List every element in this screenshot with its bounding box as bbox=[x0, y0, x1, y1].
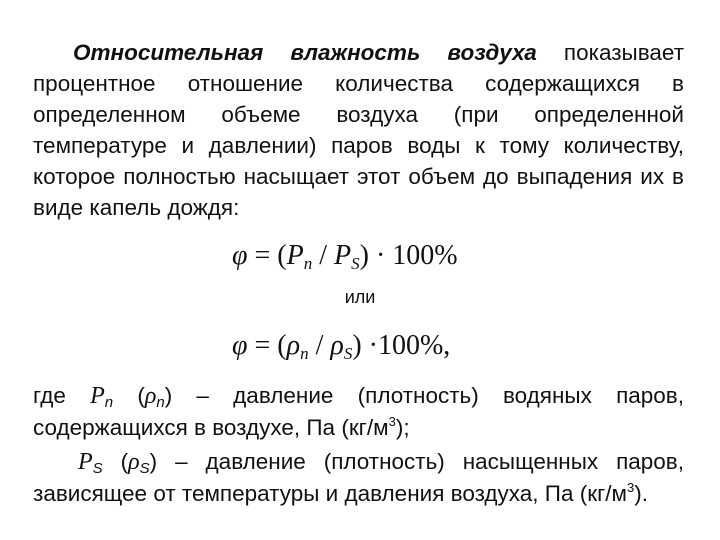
def1-lead: где bbox=[33, 383, 91, 408]
or-label: или bbox=[344, 287, 376, 307]
formula1-sub2: S bbox=[351, 254, 360, 273]
intro-text: показывает процентное отношение количества содержащихся в определенном объеме воздуха (при определенной температуре и давлении) паров воды к тому количеству, которое полностью насыщает этот объем до выпадения их в виде капель дождя: bbox=[33, 40, 684, 220]
def1-paren-close: ) bbox=[164, 383, 173, 408]
def1-rho-sub: n bbox=[156, 394, 165, 411]
def2-rho: ρ bbox=[128, 449, 140, 475]
formula1-p2: P bbox=[334, 240, 352, 271]
formula1-eq-open: = ( bbox=[247, 240, 287, 271]
formula2-rho2: ρ bbox=[330, 330, 344, 361]
def1-rho: ρ bbox=[144, 383, 157, 409]
def1-symbol: P bbox=[90, 383, 105, 409]
intro-paragraph bbox=[33, 37, 684, 223]
def2-symbol: P bbox=[78, 449, 93, 475]
definition-pn bbox=[33, 380, 684, 443]
intro-term: Относительная влажность воздуха bbox=[73, 40, 537, 65]
def2-paren-close: ) bbox=[149, 449, 158, 474]
formula2-eq-open: = ( bbox=[247, 330, 287, 361]
formula-density bbox=[232, 330, 450, 362]
def2-sup: 3 bbox=[627, 480, 635, 495]
formula-pressure bbox=[232, 240, 458, 272]
formula2-sub2: S bbox=[343, 344, 353, 363]
def1-text: – давление (плотность) водяных паров, содержащихся в воздухе, Па (кг/м bbox=[33, 383, 684, 440]
formula1-phi: φ bbox=[232, 240, 248, 271]
def2-paren-open: ( bbox=[102, 449, 129, 474]
def2-rho-sub: S bbox=[139, 460, 150, 477]
def1-tail: ); bbox=[395, 415, 410, 440]
def1-symbol-sub: n bbox=[104, 394, 114, 411]
def2-tail: ). bbox=[634, 481, 648, 506]
def1-paren-open: ( bbox=[113, 383, 145, 408]
def2-symbol-sub: S bbox=[92, 460, 103, 477]
def2-text: – давление (плотность) насыщенных паров, зависящее от температуры и давления воздуха, Па (кг/м bbox=[33, 449, 684, 506]
formula2-close: ) ·100%, bbox=[352, 330, 451, 361]
def1-sup: 3 bbox=[388, 414, 396, 429]
definition-ps bbox=[33, 446, 684, 509]
formula1-close: ) · 100% bbox=[359, 240, 458, 271]
formula1-sub1: n bbox=[303, 254, 313, 273]
def2-indent bbox=[33, 449, 78, 474]
formula2-phi: φ bbox=[232, 330, 248, 361]
formula1-slash: / bbox=[312, 240, 335, 271]
formula2-rho1: ρ bbox=[286, 330, 301, 361]
formula1-p1: P bbox=[286, 240, 304, 271]
formula2-slash: / bbox=[308, 330, 331, 361]
formula2-sub1: n bbox=[300, 344, 309, 363]
